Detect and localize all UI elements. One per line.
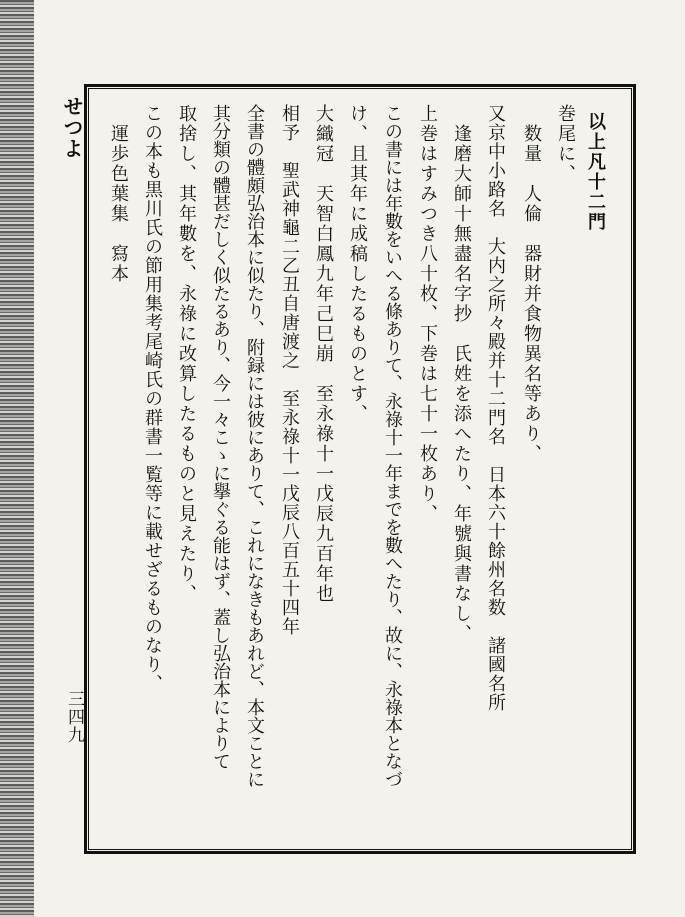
text-line: 上巻はすみつき八十枚、下巻は七十一枚あり、: [417, 104, 438, 524]
page-number: 三四九: [64, 690, 84, 744]
text-line: 運歩色葉集 寫本: [108, 104, 129, 284]
text-line: 相予 聖武神龜二乙丑自唐渡之 至永祿十一戊辰八百五十四年: [279, 104, 300, 636]
text-line: この本も黒川氏の節用集考尾崎氏の群書一覧等に載せざるものなり、: [142, 104, 163, 693]
text-line: 数量 人倫 器財并食物異名等あり、: [521, 104, 542, 464]
text-line: 逢磨大師十無盡名字抄 氏姓を添へたり、年號與書なし、: [451, 104, 472, 644]
text-line: この書には年數をいへる條ありて、永祿十一年までを數へたり、故に、永祿本となづ: [382, 104, 403, 788]
text-line: け、且其年に成稿したるものとす、: [347, 104, 368, 424]
text-line: 以上凡十二門: [585, 112, 606, 232]
text-line: 全書の體頗弘治本に似たり、附録には彼にありて、これになきもあれど、本文ことに: [244, 104, 265, 788]
text-line: 其分類の體甚だしく似たるあり、今一々こゝに擧ぐる能はず、蓋し弘治本によりて: [210, 104, 231, 770]
text-line: 又京中小路名 大内之所々殿并十二門名 日本六十餘州名数 諸國名所: [485, 104, 506, 712]
running-head: せつよ: [60, 96, 84, 159]
text-line: 大織冠 天智白鳳九年己巳崩 至永祿十一戊辰九百年也: [313, 104, 334, 604]
text-line: 取捨し、其年數を、永祿に改算したるものと見えたり、: [176, 104, 197, 604]
text-line: 巻尾に、: [555, 104, 576, 184]
